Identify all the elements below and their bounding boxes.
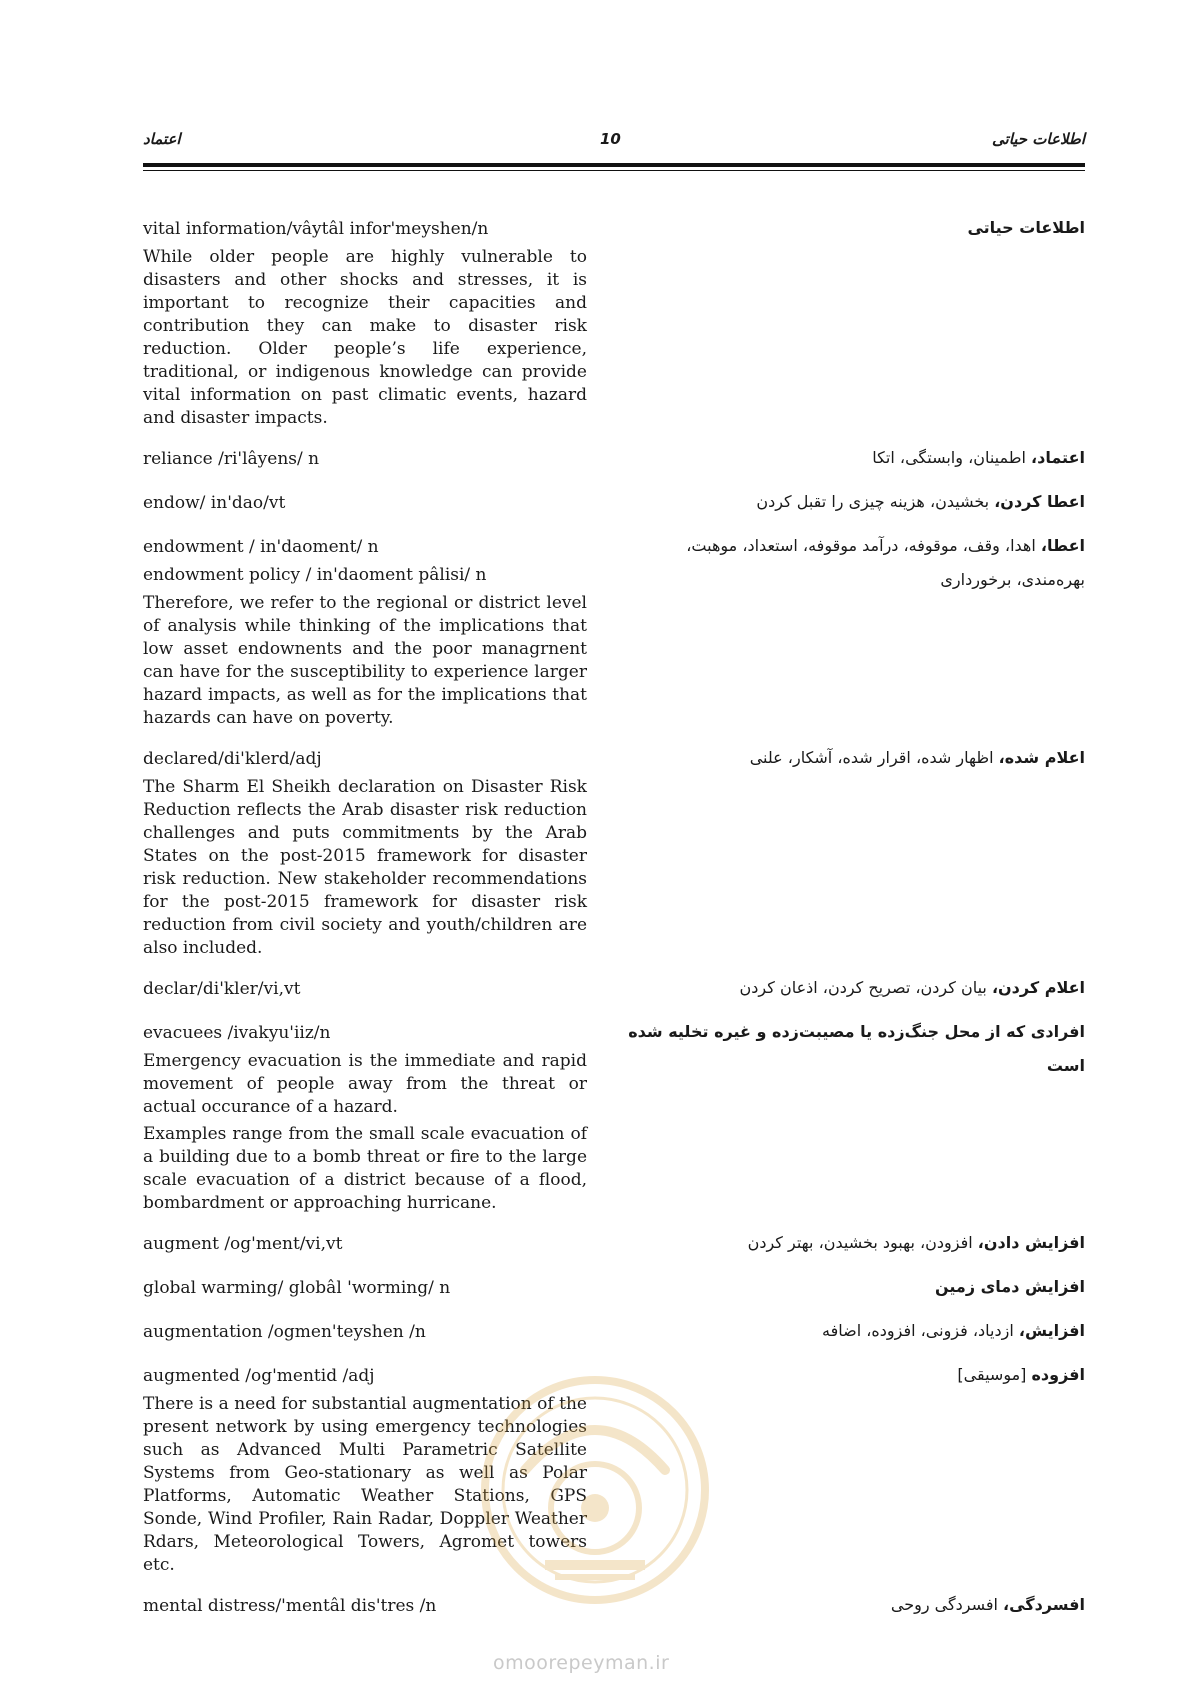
watermark-seal <box>475 1370 715 1610</box>
entry-persian <box>627 1226 1085 1260</box>
entry-term: اعلام کردن، <box>991 978 1085 997</box>
entry-english <box>143 1321 587 1349</box>
entry-persian <box>627 1314 1085 1348</box>
entry-term: افسردگی، <box>1003 1595 1085 1614</box>
entry-headword: declared/di'klerd/adj <box>143 749 322 769</box>
entry-definition: افزودن، بهبود بخشیدن، بهتر کردن <box>747 1233 978 1252</box>
entry-english <box>143 978 587 1006</box>
entry-persian <box>627 211 1085 245</box>
entry-row <box>143 492 1085 520</box>
entry-example: Examples range from the small scale evacuation of a building due to a bomb threat or fire to the large scale evacuation of a district because of a flood, bombardment or approaching hurricane. <box>143 1124 587 1213</box>
entry-definition: افسردگی روحی <box>890 1595 1004 1614</box>
entry-term: افزوده <box>1031 1365 1085 1384</box>
entry-headword: endowment policy / in'daoment pâlisi/ n <box>143 565 487 585</box>
entry-term: افرادی که از محل جنگ‌زده یا مصیبت‌زده و غیره تخلیه شده است <box>628 1022 1085 1075</box>
entry-row <box>143 1022 1085 1219</box>
entry-english <box>143 1022 587 1219</box>
entry-persian <box>627 1270 1085 1304</box>
entry-term: اعتماد، <box>1031 448 1085 467</box>
entry-english <box>143 492 587 520</box>
entry-english <box>143 536 587 734</box>
page-number: 10 <box>600 130 621 148</box>
entry-row <box>143 978 1085 1006</box>
entry-definition: ازدیاد، فزونی، افزوده، اضافه <box>822 1321 1019 1340</box>
entry-term: اطلاعات حیاتی <box>967 218 1085 237</box>
watermark-site-text: omoorepeyman.ir <box>493 1652 670 1674</box>
entry-example: While older people are highly vulnerable to disasters and other shocks and stresses, it is important to recognize their capacities and contribution they can make to disaster risk reduction. Older people’s life experience, traditional, or indigenous knowledge can provide vital information on past climatic events, hazard and disaster impacts. <box>143 247 587 428</box>
entry-term: افزایش دادن، <box>977 1233 1085 1252</box>
entry-definition: بخشیدن، هزینه چیزی را تقبل کردن <box>756 492 995 511</box>
entry-english <box>143 218 587 434</box>
entry-row <box>143 1277 1085 1305</box>
entry-definition: [موسیقی] <box>957 1365 1032 1384</box>
entry-headword: evacuees /ivakyu'iiz/n <box>143 1023 331 1043</box>
entry-headword: augmentation /ogmen'teyshen /n <box>143 1322 426 1342</box>
entry-headword: mental distress/'mentâl dis'tres /n <box>143 1596 437 1616</box>
entry-row <box>143 448 1085 476</box>
entry-row <box>143 536 1085 734</box>
header-right-term: اطلاعات حیاتی <box>992 130 1085 148</box>
entry-headword: endow/ in'dao/vt <box>143 493 286 513</box>
entry-headword: vital information/vâytâl infor'meyshen/n <box>143 219 489 239</box>
entry-persian <box>627 741 1085 775</box>
entry-row <box>143 748 1085 964</box>
entry-persian <box>627 1015 1085 1083</box>
entry-headword: global warming/ globâl 'worming/ n <box>143 1278 451 1298</box>
entry-term: اعلام شده، <box>998 748 1085 767</box>
entry-term: افزایش، <box>1018 1321 1085 1340</box>
header-rule-thin <box>143 170 1085 171</box>
entry-persian <box>627 971 1085 1005</box>
running-header <box>0 130 1191 152</box>
entry-headword: reliance /ri'lâyens/ n <box>143 449 320 469</box>
entry-definition: اطمینان، وابستگی، اتکا <box>872 448 1032 467</box>
entry-definition: اهدا، وقف، موقوفه، درآمد موقوفه، استعداد، موهبت، بهره‌مندی، برخورداری <box>686 536 1085 589</box>
entry-headword: declar/di'kler/vi,vt <box>143 979 301 999</box>
entry-english <box>143 448 587 476</box>
entry-definition: اظهار شده، اقرار شده، آشکار، علنی <box>749 748 999 767</box>
entry-example: Therefore, we refer to the regional or district level of analysis while thinking of the implications that low asset endownents and the poor managrnent can have for the susceptibility to experience larger hazard impacts, as well as for the implications that hazards can have on poverty. <box>143 593 587 728</box>
entry-row <box>143 218 1085 434</box>
entry-persian <box>627 441 1085 475</box>
entry-row <box>143 1321 1085 1349</box>
entry-term: اعطا کردن، <box>994 492 1085 511</box>
entry-persian <box>627 485 1085 519</box>
entry-term: اعطا، <box>1040 536 1085 555</box>
entry-headword: augmented /og'mentid /adj <box>143 1366 375 1386</box>
entry-example: Emergency evacuation is the immediate and rapid movement of people away from the threat or actual occurance of a hazard. <box>143 1051 587 1117</box>
header-left-term: اعتماد <box>143 130 181 148</box>
entry-english <box>143 748 587 964</box>
header-rule-thick <box>143 163 1085 167</box>
entry-persian <box>627 529 1085 597</box>
entry-headword: endowment / in'daoment/ n <box>143 537 379 557</box>
entry-english <box>143 1277 587 1305</box>
entry-definition: بیان کردن، تصریح کردن، اذعان کردن <box>739 978 992 997</box>
entry-example: There is a need for substantial augmentation of the present network by using emergency technologies such as Advanced Multi Parametric Satellite Systems from Geo-stationary as well as Polar Platforms, Automatic Weather Stations, GPS Sonde, Wind Profiler, Rain Radar, Doppler Weather Rdars, Meteorological Towers, Agromet towers etc. <box>143 1394 587 1575</box>
entry-english <box>143 1233 587 1261</box>
entry-example: The Sharm El Sheikh declaration on Disaster Risk Reduction reflects the Arab disaster risk reduction challenges and puts commitments by the Arab States on the post-2015 framework for disaster risk reduction. New stakeholder recommendations for the post-2015 framework for disaster risk reduction from civil society and youth/children are also included. <box>143 777 587 958</box>
entry-headword: augment /og'ment/vi,vt <box>143 1234 343 1254</box>
entry-row <box>143 1233 1085 1261</box>
entry-term: افزایش دمای زمین <box>935 1277 1085 1296</box>
